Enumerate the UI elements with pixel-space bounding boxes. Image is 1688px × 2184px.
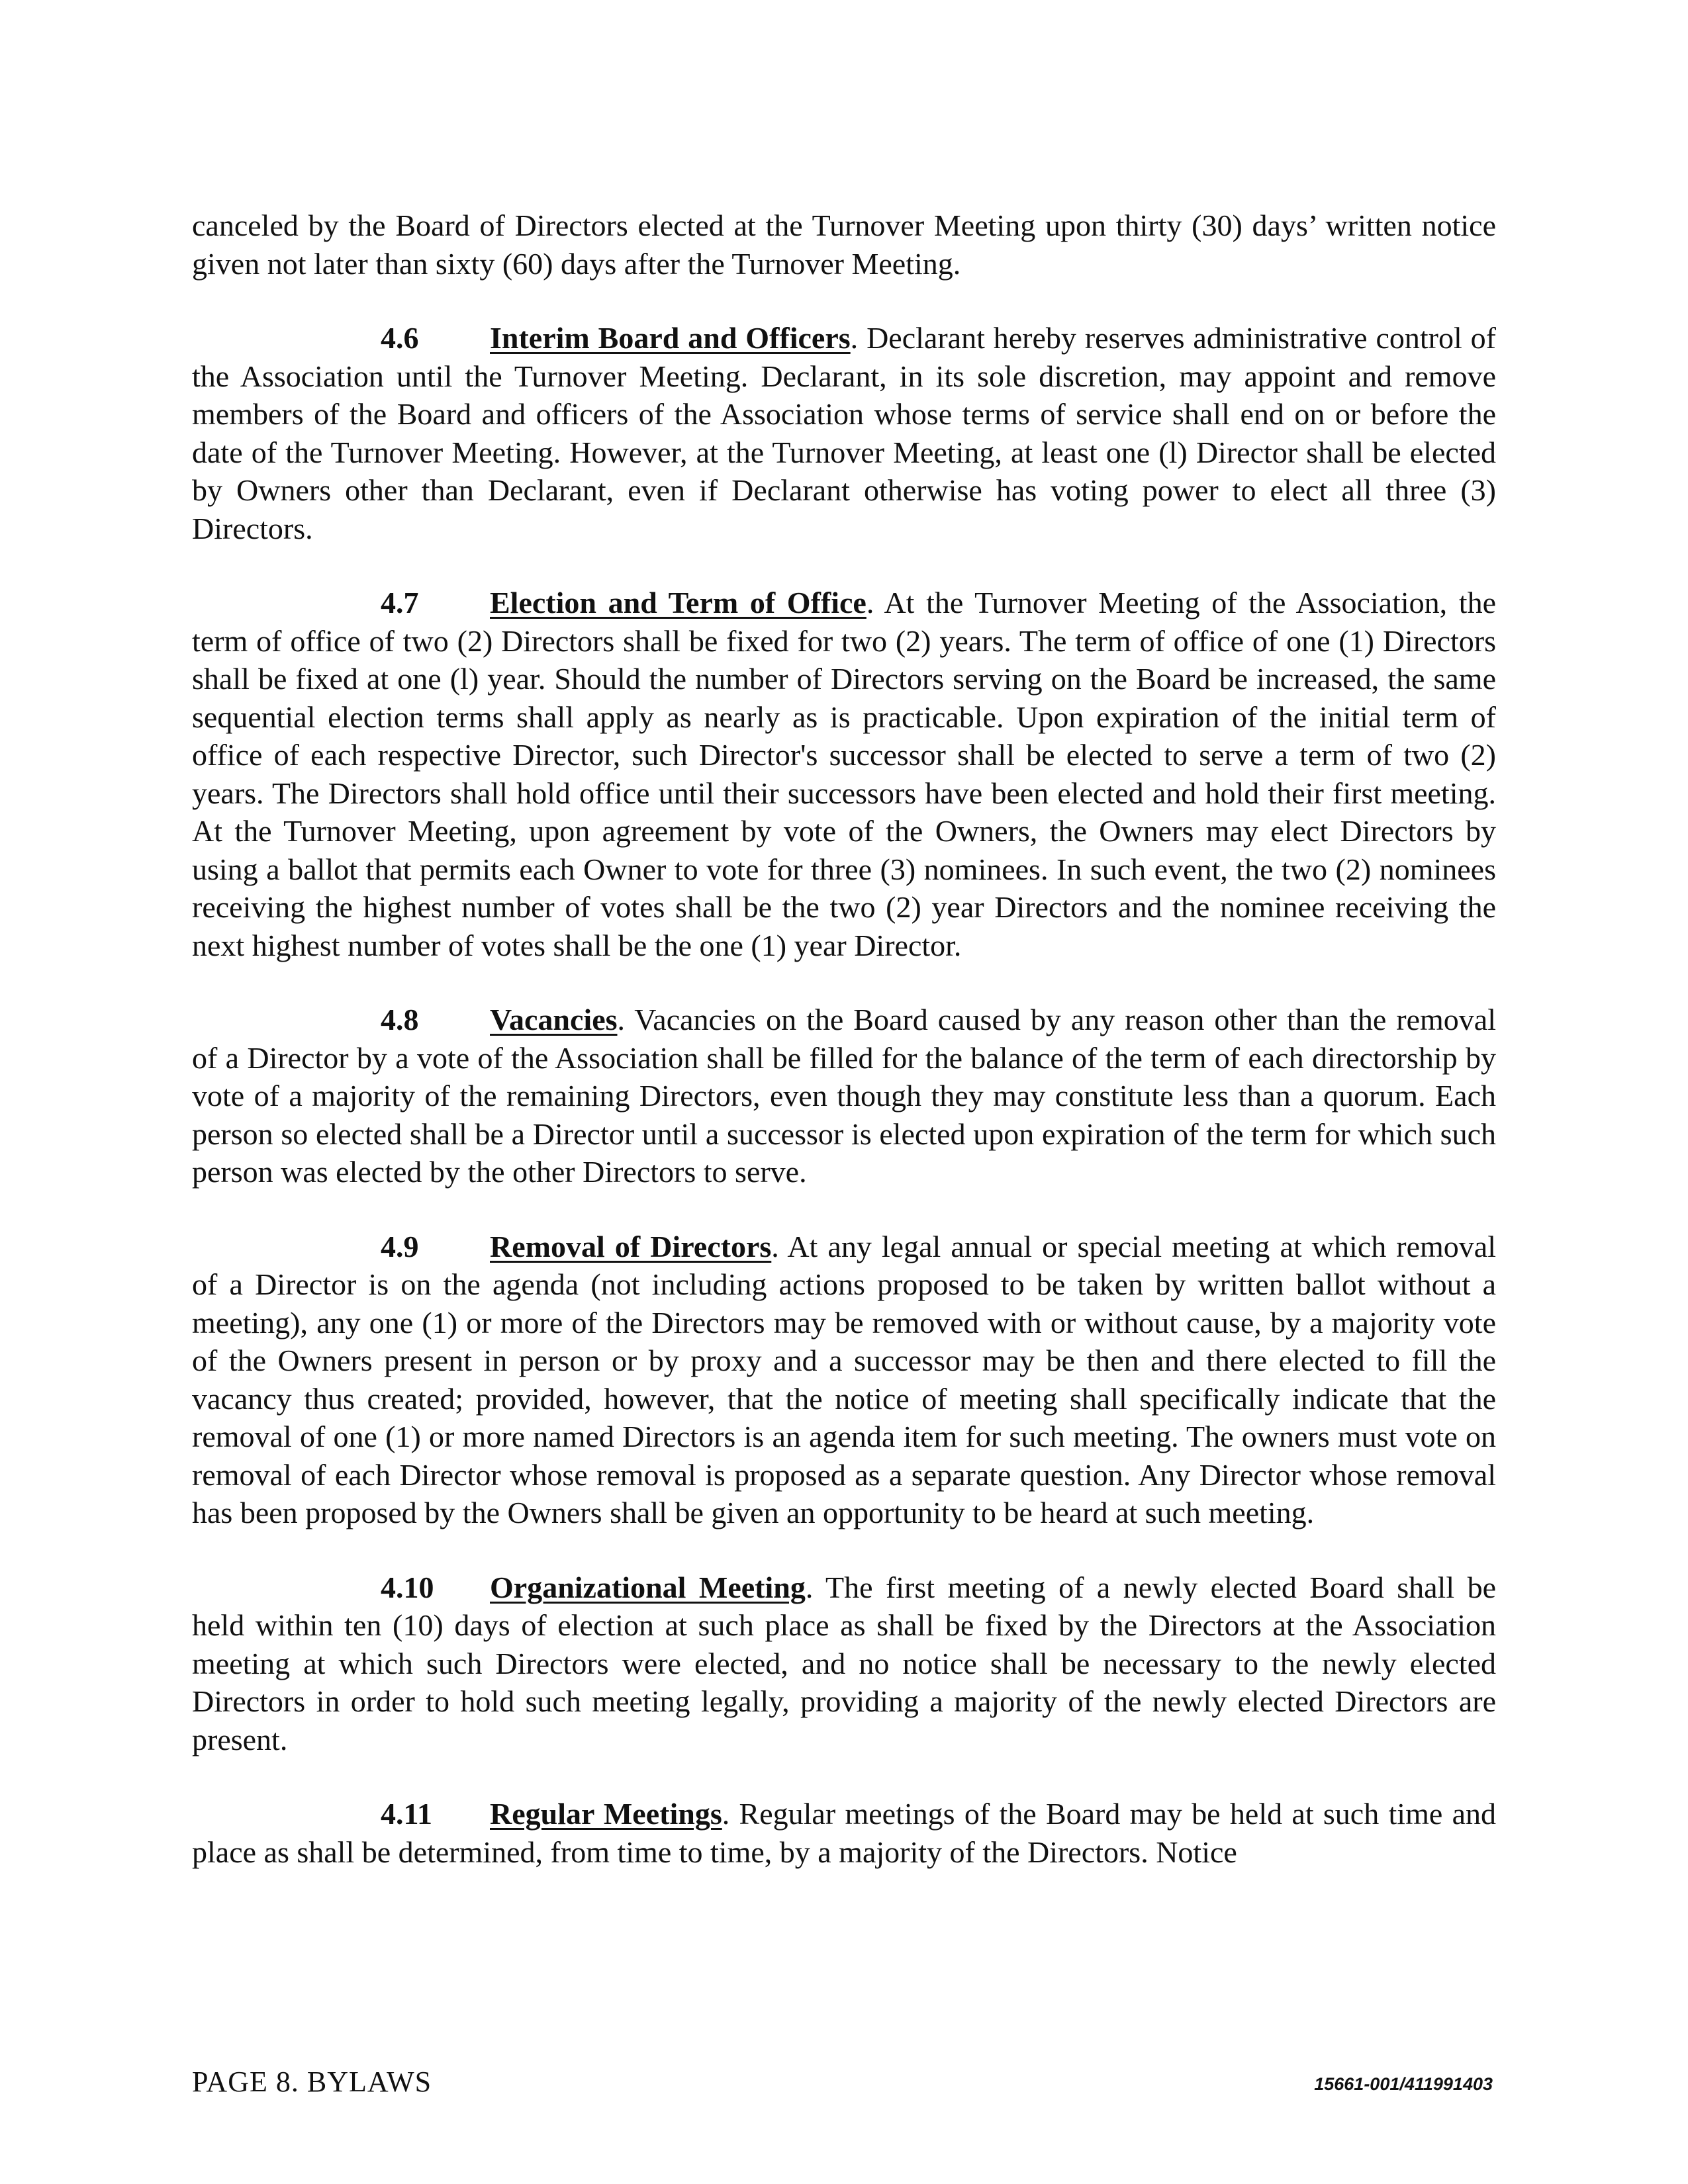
section-number: 4.10 bbox=[381, 1570, 434, 1604]
section-title: Organizational Meeting bbox=[490, 1570, 806, 1604]
section-text: . Declarant hereby reserves administrative control of the Association until the Turnover Meeting. Declarant, in its sole discretion, may appoint and remove members of the Board and officers of the Association whose terms of service shall end on or before the date of the Turnover Meeting. However, at the Turnover Meeting, at least one (l) Director shall be elected by Owners other than Declarant, even if Declarant otherwise has voting power to elect all three (3) Directors. bbox=[192, 321, 1496, 545]
section-title: Removal of Directors bbox=[490, 1229, 772, 1263]
section-title: Vacancies bbox=[490, 1003, 618, 1036]
section-text: . At the Turnover Meeting of the Association, the term of office of two (2) Directors shall be fixed for two (2) years. The term of office of one (1) Directors shall be fixed at one (l) year. Should the number of Directors serving on the Board be increased, the same sequential election terms shall apply as nearly as is practicable. Upon expiration of the initial term of office of each respective Director, such Director's successor shall be elected to serve a term of two (2) years. The Directors shall hold office until their successors have been elected and hold their first meeting. At the Turnover Meeting, upon agreement by vote of the Owners, the Owners may elect Directors by using a ballot that permits each Owner to vote for three (3) nominees. In such event, the two (2) nominees receiving the highest number of votes shall be the two (2) year Directors and the nominee receiving the next highest number of votes shall be the one (1) year Director. bbox=[192, 586, 1496, 962]
section-text: . At any legal annual or special meeting at which removal of a Director is on the agenda (not including actions proposed to be taken by written ballot without a meeting), any one (1) or more of the Directors may be removed with or without cause, by a majority vote of the Owners present in person or by proxy and a successor may be then and there elected to fill the vacancy thus created; provided, however, that the notice of meeting shall specifically indicate that the removal of one (1) or more named Directors is an agenda item for such meeting. The owners must vote on removal of each Director whose removal is proposed as a separate question. Any Director whose removal has been proposed by the Owners shall be given an opportunity to be heard at such meeting. bbox=[192, 1229, 1496, 1529]
paragraph-text: canceled by the Board of Directors elected at the Turnover Meeting upon thirty (30) days’ written notice given not later than sixty (60) days after the Turnover Meeting. bbox=[192, 208, 1496, 281]
body-text bbox=[192, 206, 1496, 1907]
section-title: Interim Board and Officers bbox=[490, 321, 851, 355]
section-4-9 bbox=[192, 1228, 1496, 1532]
section-4-10 bbox=[192, 1569, 1496, 1759]
page-footer-label: PAGE 8. BYLAWS bbox=[192, 2066, 432, 2098]
section-number: 4.8 bbox=[381, 1003, 419, 1036]
document-id: 15661-001/411991403 bbox=[1314, 2074, 1493, 2094]
section-number: 4.11 bbox=[381, 1797, 432, 1831]
section-text: . Vacancies on the Board caused by any reason other than the removal of a Director by a vote of the Association shall be filled for the balance of the term of each directorship by vote of a majority of the remaining Directors, even though they may constitute less than a quorum. Each person so elected shall be a Director until a successor is elected upon expiration of the term for which such person was elected by the other Directors to serve. bbox=[192, 1003, 1496, 1189]
section-4-6 bbox=[192, 319, 1496, 547]
section-number: 4.6 bbox=[381, 321, 419, 355]
section-4-11 bbox=[192, 1795, 1496, 1871]
section-number: 4.7 bbox=[381, 586, 419, 619]
section-text: . Regular meetings of the Board may be held at such time and place as shall be determined, from time to time, by a majority of the Directors. Notice bbox=[192, 1797, 1497, 1869]
section-4-7 bbox=[192, 584, 1496, 964]
section-4-8 bbox=[192, 1001, 1496, 1191]
section-title: Election and Term of Office bbox=[490, 586, 867, 619]
paragraph-continuation bbox=[192, 206, 1496, 283]
section-number: 4.9 bbox=[381, 1229, 419, 1263]
section-text: . The first meeting of a newly elected Board shall be held within ten (10) days of election at such place as shall be fixed by the Directors at the Association meeting at which such Directors were elected, and no notice shall be necessary to the newly elected Directors in order to hold such meeting legally, providing a majority of the newly elected Directors are present. bbox=[192, 1570, 1496, 1756]
section-title: Regular Meetings bbox=[490, 1797, 722, 1831]
